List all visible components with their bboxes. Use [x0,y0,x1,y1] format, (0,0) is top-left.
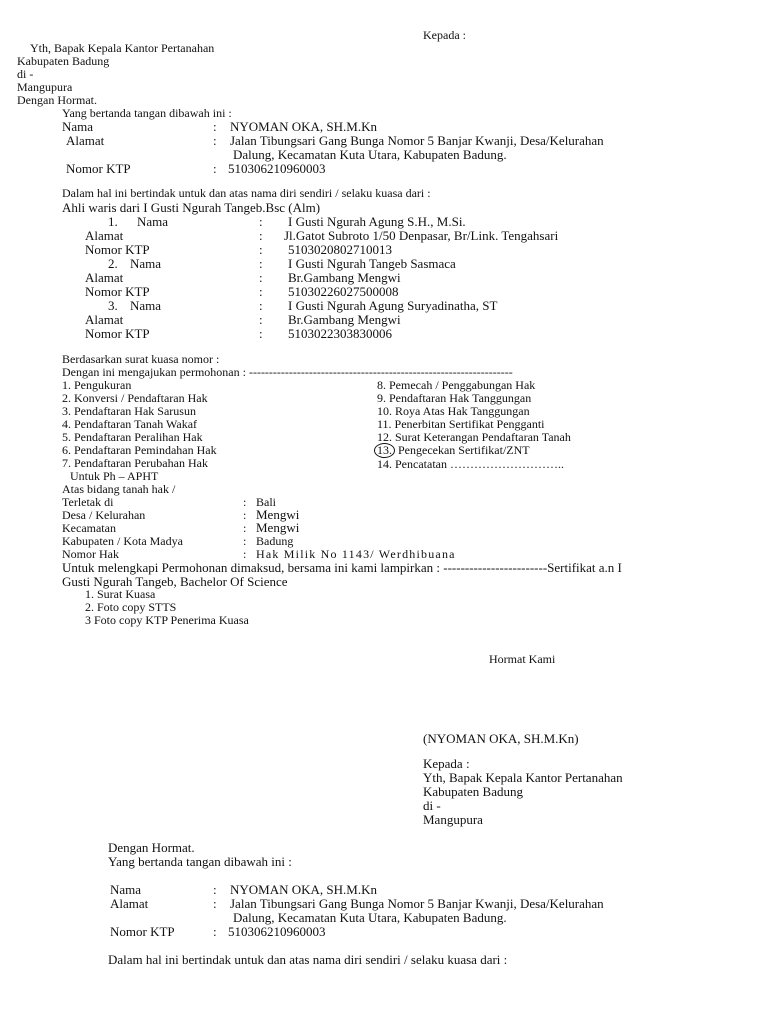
heir-name-value: I Gusti Ngurah Agung S.H., M.Si. [288,214,466,229]
applicant-ktp-value: 510306210960003 [228,924,326,939]
land-intro: Atas bidang tanah hak / [62,482,176,496]
signature-name: (NYOMAN OKA, SH.M.Kn) [423,731,579,746]
application-line: Dengan ini mengajukan permohonan : ------------------------------------------------------------------ [62,365,513,379]
colon: : [259,312,263,327]
attachment-item: 1. Surat Kuasa [85,587,156,601]
applicant-name-label: Nama [110,882,142,897]
colon: : [259,298,263,313]
heir-ktp-label: Nomor KTP [85,326,150,341]
heir-address-label: Alamat [85,228,124,243]
colon: : [259,284,263,299]
option-item: 7. Pendaftaran Perubahan Hak [62,456,208,470]
heir-address-value: Jl.Gatot Subroto 1/50 Denpasar, Br/Link. Tengahsari [284,228,559,243]
applicant-ktp-label: Nomor KTP [110,924,175,939]
colon: : [243,495,247,509]
land-value: Badung [256,534,294,548]
colon: : [259,228,263,243]
colon: : [213,161,217,176]
land-label: Nomor Hak [62,547,119,561]
addressee-line: Yth, Bapak Kepala Kantor Pertanahan [423,770,623,785]
applicant-address-line2: Dalung, Kecamatan Kuta Utara, Kabupaten Badung. [233,147,507,162]
addressee-city: Mangupura [17,80,73,94]
option-item: 1. Pengukuran [62,378,132,392]
colon: : [259,270,263,285]
intro-line: Yang bertanda tangan dibawah ini : [62,106,232,120]
applicant-address-line2: Dalung, Kecamatan Kuta Utara, Kabupaten Badung. [233,910,507,925]
heir-name-label: Nama [130,256,162,271]
acting-line: Dalam hal ini bertindak untuk dan atas nama diri sendiri / selaku kuasa dari : [108,952,508,967]
option-item-selected [374,443,530,458]
applicant-address-label: Alamat [110,896,149,911]
option-item: 2. Konversi / Pendaftaran Hak [62,391,208,405]
option-label: Pengecekan Sertifikat/ZNT [398,443,530,457]
acting-line: Dalam hal ini bertindak untuk dan atas nama diri sendiri / selaku kuasa dari : [62,186,431,200]
applicant-name-value: NYOMAN OKA, SH.M.Kn [230,119,377,134]
kepada-label: Kepada : [423,756,470,771]
land-value: Bali [256,495,276,509]
heir-name-value: I Gusti Ngurah Tangeb Sasmaca [288,256,456,271]
circled-selection-mark: 13. [374,443,395,458]
land-value: Mengwi [256,520,300,535]
applicant-address-line1: Jalan Tibungsari Gang Bunga Nomor 5 Banjar Kwanji, Desa/Kelurahan [230,896,604,911]
option-item: 3. Pendaftaran Hak Sarusun [62,404,196,418]
colon: : [213,119,217,134]
colon: : [213,133,217,148]
heir-ktp-label: Nomor KTP [85,284,150,299]
addressee-regency: Kabupaten Badung [17,54,110,68]
heir-address-value: Br.Gambang Mengwi [288,312,401,327]
heirs-title: Ahli waris dari I Gusti Ngurah Tangeb.Bsc (Alm) [62,200,321,215]
colon: : [259,214,263,229]
heir-name-label: Nama [137,214,169,229]
addressee-regency: Kabupaten Badung [423,784,524,799]
colon: : [259,256,263,271]
option-item: 6. Pendaftaran Pemindahan Hak [62,443,217,457]
applicant-address-line1: Jalan Tibungsari Gang Bunga Nomor 5 Banjar Kwanji, Desa/Kelurahan [230,133,604,148]
power-of-attorney-line: Berdasarkan surat kuasa nomor : [62,352,220,366]
closing-hormat: Hormat Kami [489,652,556,666]
colon: : [243,534,247,548]
addressee-di: di - [423,798,441,813]
option-item: 5. Pendaftaran Peralihan Hak [62,430,203,444]
land-value: Mengwi [256,507,300,522]
greeting: Dengan Hormat. [17,93,97,107]
addressee-city: Mangupura [423,812,483,827]
colon: : [213,924,217,939]
heir-address-value: Br.Gambang Mengwi [288,270,401,285]
addressee-di: di - [17,67,34,81]
option-item: 4. Pendaftaran Tanah Wakaf [62,417,198,431]
heir-address-label: Alamat [85,270,124,285]
colon: : [213,896,217,911]
land-label: Desa / Kelurahan [62,508,146,522]
land-label: Kecamatan [62,521,116,535]
heir-address-label: Alamat [85,312,124,327]
option-item: 9. Pendaftaran Hak Tanggungan [377,391,532,405]
heir-name-label: Nama [130,298,162,313]
heir-number: 2. [108,256,118,271]
heir-ktp-value: 5103020802710013 [288,242,392,257]
applicant-ktp-value: 510306210960003 [228,161,326,176]
land-label: Terletak di [62,495,114,509]
heir-number: 3. [108,298,118,313]
intro-line: Yang bertanda tangan dibawah ini : [108,854,292,869]
attachment-item: 3 Foto copy KTP Penerima Kuasa [85,613,249,627]
option-item: 11. Penerbitan Sertifikat Pengganti [377,417,545,431]
applicant-address-label: Alamat [66,133,105,148]
colon: : [259,326,263,341]
applicant-name-label: Nama [62,119,94,134]
option-item: 10. Roya Atas Hak Tanggungan [377,404,530,418]
attachment-item: 2. Foto copy STTS [85,600,177,614]
heir-number: 1. [108,214,118,229]
greeting: Dengan Hormat. [108,840,195,855]
heir-ktp-value: 5103022303830006 [288,326,392,341]
option-item: 12. Surat Keterangan Pendaftaran Tanah [377,430,571,444]
applicant-name-value: NYOMAN OKA, SH.M.Kn [230,882,377,897]
attachment-intro-cont: Gusti Ngurah Tangeb, Bachelor Of Science [62,574,288,589]
attachment-intro: Untuk melengkapi Permohonan dimaksud, bersama ini kami lampirkan : ------------------------Sertifikat a.n I [62,560,622,575]
land-label: Kabupaten / Kota Madya [62,534,183,548]
kepada-label: Kepada : [423,28,466,42]
land-value: Hak Milik No 1143/ Werdhibuana [256,547,456,561]
heir-name-value: I Gusti Ngurah Agung Suryadinatha, ST [288,298,498,313]
untuk-line: Untuk Ph – APHT [70,469,159,483]
colon: : [243,547,247,561]
colon: : [243,521,247,535]
heir-ktp-value: 51030226027500008 [288,284,399,299]
colon: : [213,882,217,897]
applicant-ktp-label: Nomor KTP [66,161,131,176]
heir-ktp-label: Nomor KTP [85,242,150,257]
colon: : [243,508,247,522]
addressee-line: Yth, Bapak Kepala Kantor Pertanahan [30,41,215,55]
option-item: 8. Pemecah / Penggabungan Hak [377,378,536,392]
colon: : [259,242,263,257]
option-item: 14. Pencatatan ……………………….. [377,457,564,471]
